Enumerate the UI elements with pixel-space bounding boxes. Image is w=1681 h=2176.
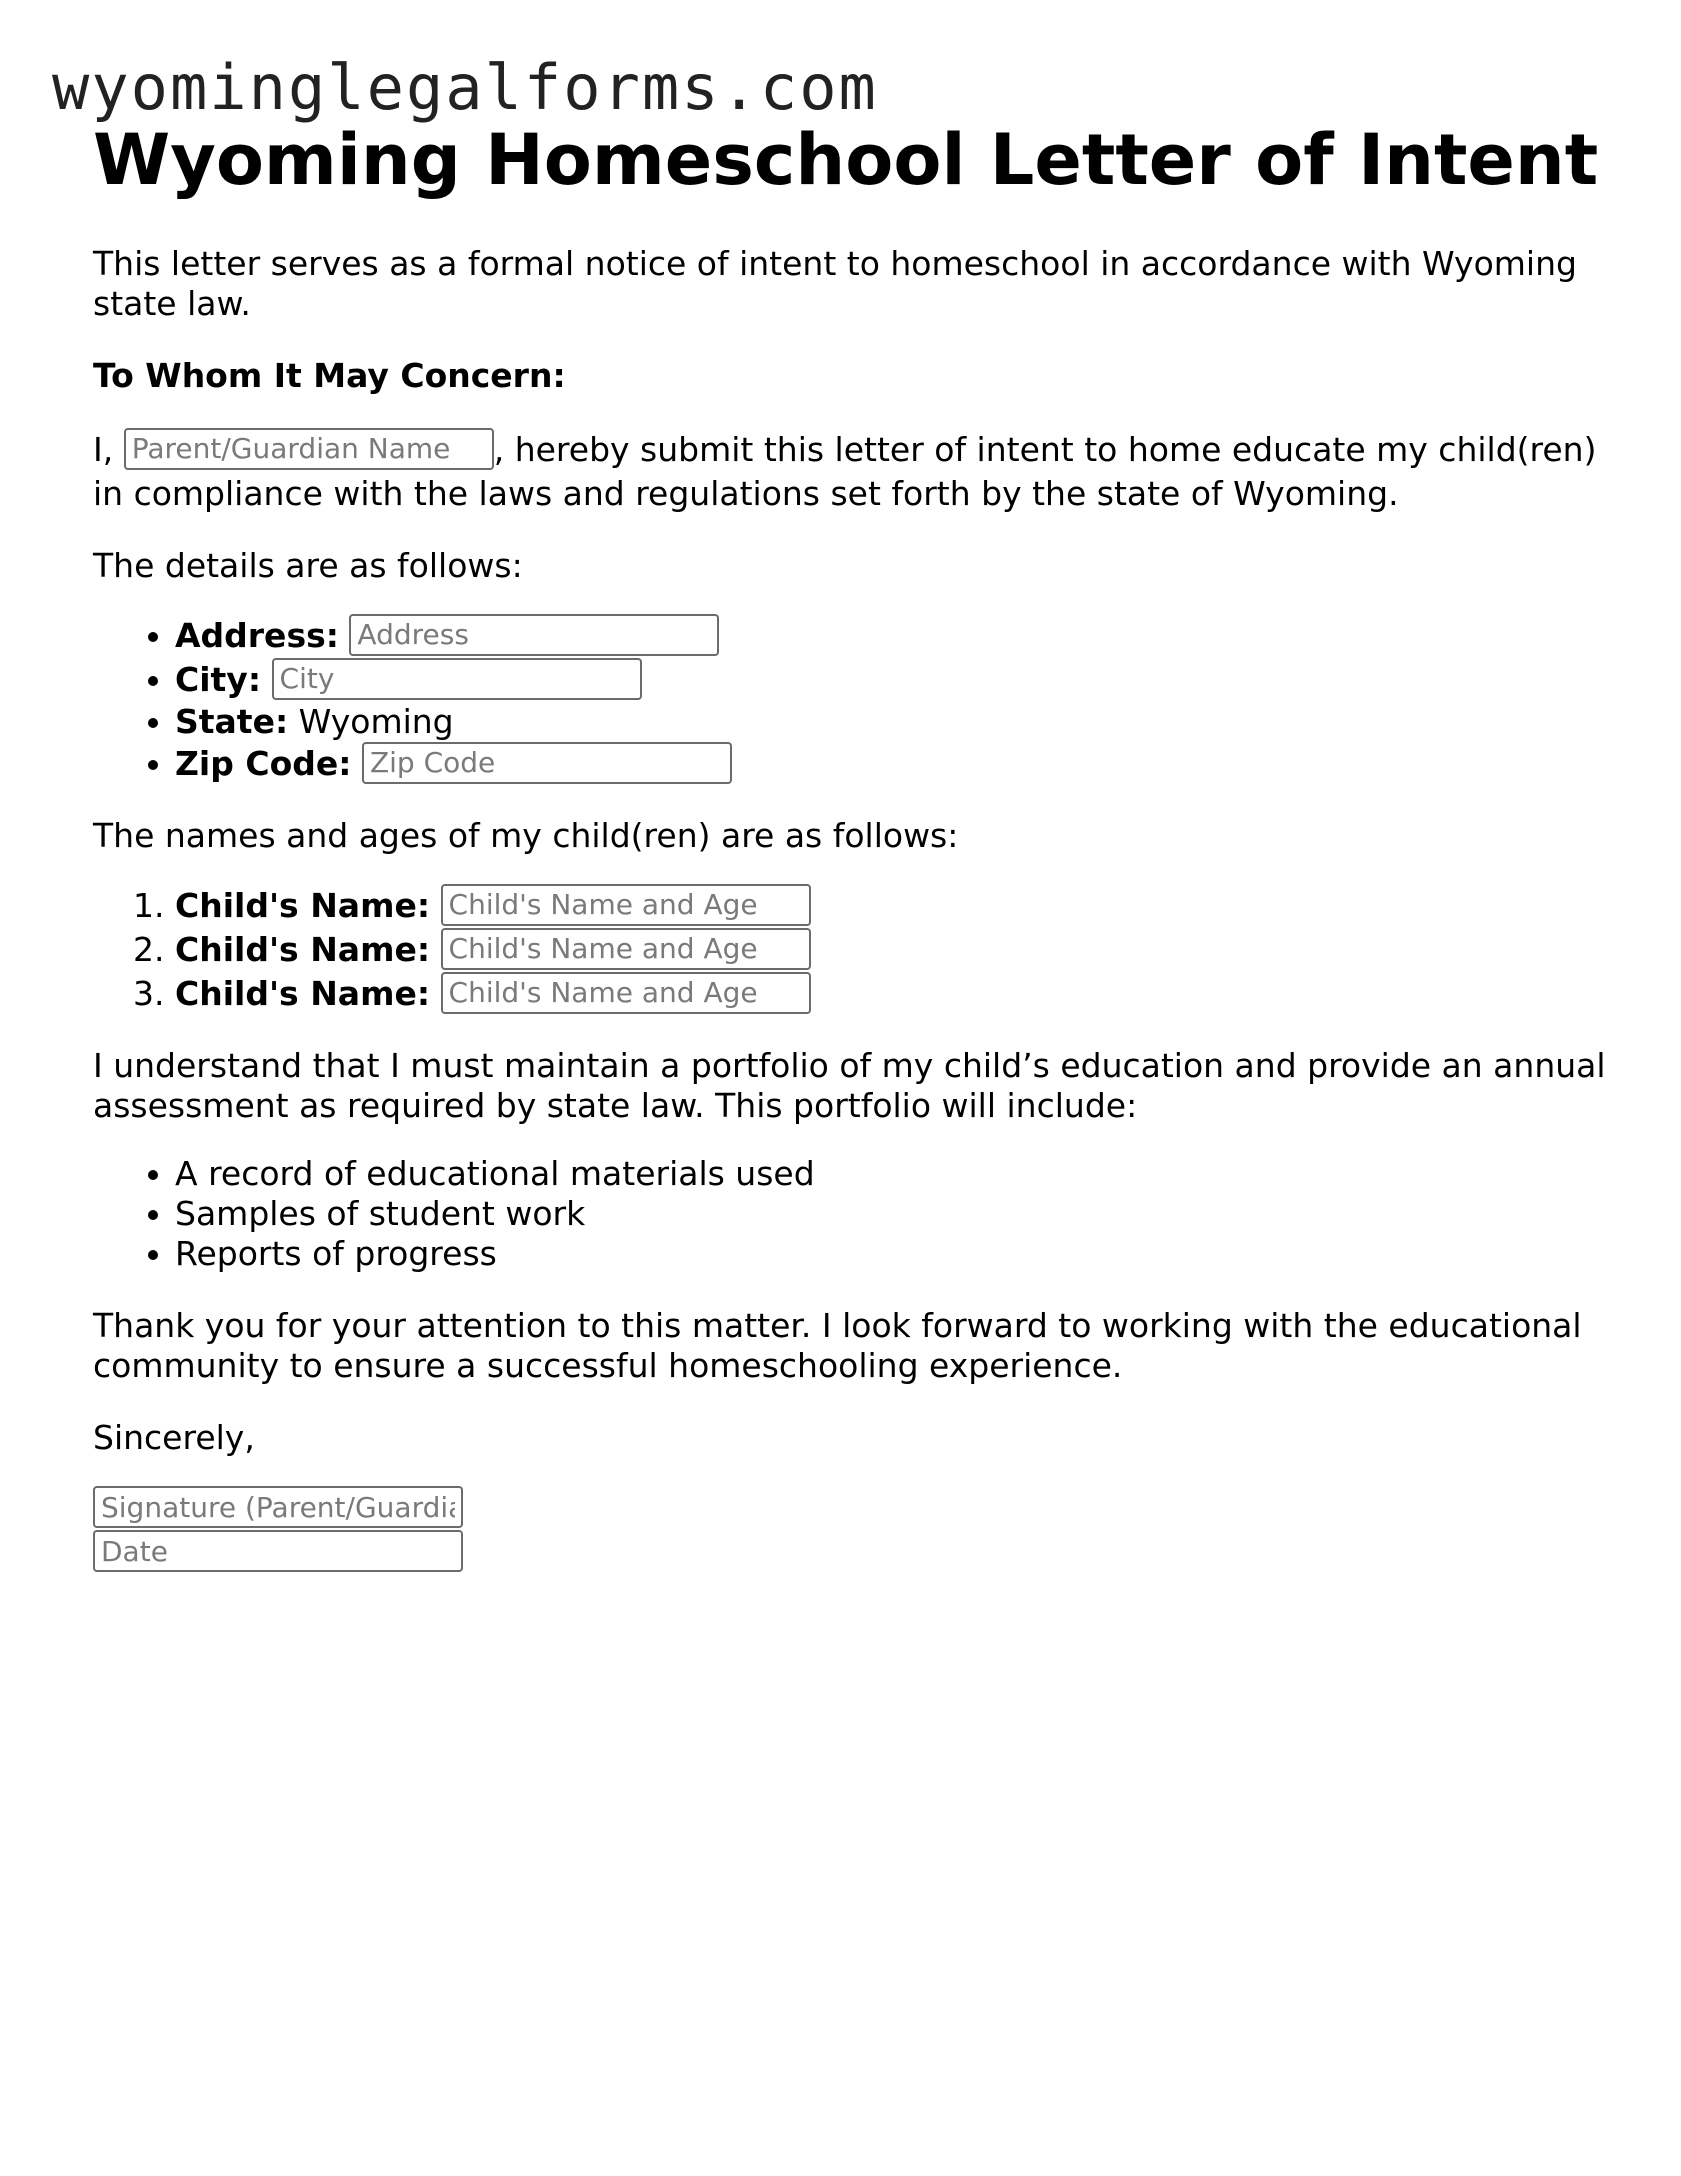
list-item: • Samples of student work [175,1194,1613,1234]
list-item [175,658,1613,702]
state-value: Wyoming [298,702,454,741]
closing-paragraph: Thank you for your attention to this matter. I look forward to working with the educational community to ensure a successful homeschooling experience. [93,1306,1582,1385]
declaration-suffix: , hereby submit this letter of intent to home educate my child(ren) in compliance with the laws and regulations set forth by the state of Wyoming. [93,430,1597,513]
child-name-age-input-2[interactable] [441,928,811,970]
portfolio-intro: I understand that I must maintain a portfolio of my child’s education and provide an annual assessment as required by state law. This portfolio will include: [93,1046,1606,1125]
list-item: • Reports of progress [175,1234,1613,1274]
declaration-prefix: I, [93,430,114,469]
date-input[interactable] [93,1530,463,1572]
address-input[interactable] [349,614,719,656]
child-name-label: Child's Name: [175,930,431,969]
portfolio-list [93,1154,1613,1274]
children-list [93,884,1613,1016]
list-item [175,972,1613,1016]
zip-code-label: Zip Code: [175,744,352,783]
sign-off: Sincerely, [93,1418,255,1457]
letter-body [93,118,1613,1574]
child-name-age-input-1[interactable] [441,884,811,926]
child-name-label: Child's Name: [175,974,431,1013]
details-list [93,614,1613,786]
signature-input[interactable] [93,1486,463,1528]
page-title: Wyoming Homeschool Letter of Intent [93,119,1599,201]
list-item [175,884,1613,928]
list-item [175,702,1613,742]
city-input[interactable] [272,658,642,700]
state-label: State: [175,702,289,741]
declaration-paragraph [93,428,1613,516]
list-item [175,614,1613,658]
list-item: • A record of educational materials used [175,1154,1613,1194]
children-intro: The names and ages of my child(ren) are as follows: [93,816,959,855]
child-name-label: Child's Name: [175,886,431,925]
address-label: Address: [175,616,339,655]
zip-code-input[interactable] [362,742,732,784]
parent-guardian-name-input[interactable] [124,428,494,470]
salutation: To Whom It May Concern: [93,356,566,395]
signature-block [93,1486,1613,1572]
list-item [175,742,1613,786]
city-label: City: [175,660,262,699]
details-intro: The details are as follows: [93,546,523,585]
child-name-age-input-3[interactable] [441,972,811,1014]
list-item [175,928,1613,972]
site-watermark: wyominglegalforms.com [52,51,878,124]
intro-paragraph: This letter serves as a formal notice of intent to homeschool in accordance with Wyoming state law. [93,244,1577,323]
